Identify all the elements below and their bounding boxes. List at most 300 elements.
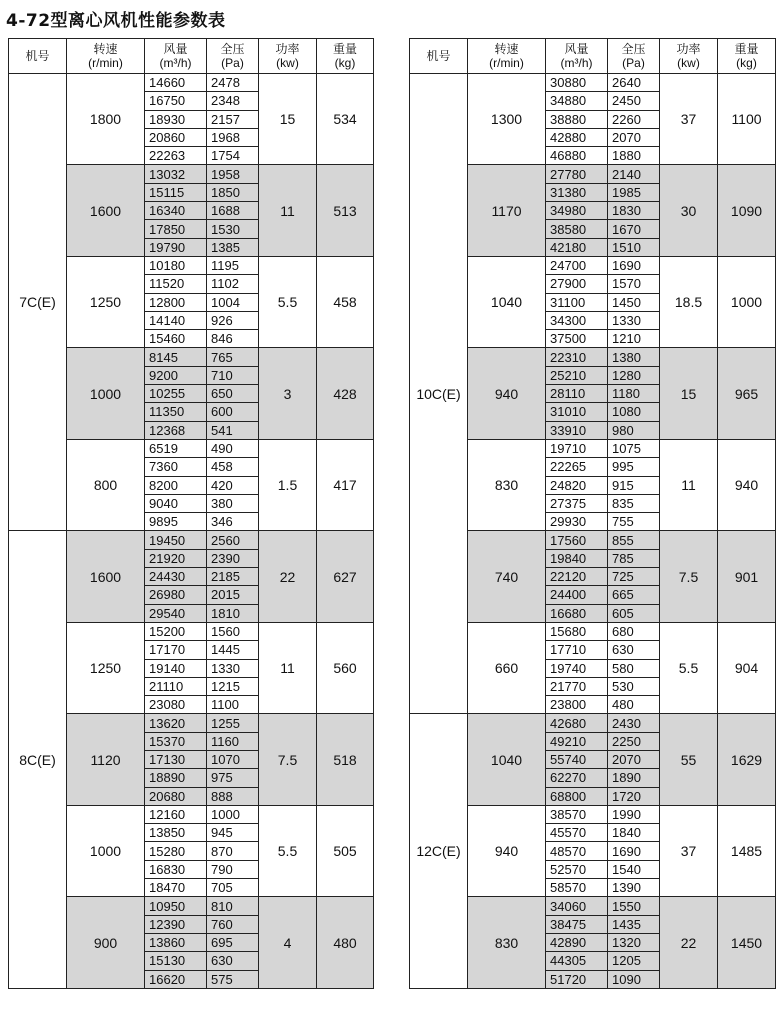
flow-cell: 15115 xyxy=(145,183,207,201)
pressure-cell: 1330 xyxy=(608,311,660,329)
header-model xyxy=(9,39,67,74)
flow-cell: 21920 xyxy=(145,549,207,567)
pressure-cell: 1810 xyxy=(207,604,259,622)
speed-cell: 940 xyxy=(468,348,546,439)
flow-cell: 52570 xyxy=(546,860,608,878)
power-cell: 7.5 xyxy=(259,714,317,805)
pressure-cell: 926 xyxy=(207,311,259,329)
pressure-cell: 2260 xyxy=(608,110,660,128)
flow-cell: 34980 xyxy=(546,202,608,220)
flow-cell: 15130 xyxy=(145,952,207,970)
pressure-cell: 600 xyxy=(207,403,259,421)
speed-cell: 1120 xyxy=(67,714,145,805)
weight-cell: 904 xyxy=(718,622,776,713)
flow-cell: 27900 xyxy=(546,275,608,293)
pressure-cell: 2070 xyxy=(608,750,660,768)
pressure-cell: 1570 xyxy=(608,275,660,293)
header-label: 机号 xyxy=(426,49,451,63)
flow-cell: 26980 xyxy=(145,586,207,604)
pressure-cell: 1450 xyxy=(608,293,660,311)
speed-cell: 1600 xyxy=(67,531,145,622)
pressure-cell: 1100 xyxy=(207,696,259,714)
header-unit: (m³/h) xyxy=(159,56,192,70)
weight-cell: 560 xyxy=(317,622,374,713)
header-unit: (Pa) xyxy=(622,56,645,70)
flow-cell: 24700 xyxy=(546,256,608,274)
pressure-cell: 835 xyxy=(608,494,660,512)
pressure-cell: 1205 xyxy=(608,952,660,970)
pressure-cell: 680 xyxy=(608,622,660,640)
flow-cell: 6519 xyxy=(145,439,207,457)
flow-cell: 30880 xyxy=(546,74,608,92)
flow-cell: 10950 xyxy=(145,897,207,915)
weight-cell: 965 xyxy=(718,348,776,439)
pressure-cell: 705 xyxy=(207,879,259,897)
flow-cell: 16830 xyxy=(145,860,207,878)
flow-cell: 21770 xyxy=(546,677,608,695)
pressure-cell: 1070 xyxy=(207,750,259,768)
flow-cell: 44305 xyxy=(546,952,608,970)
pressure-cell: 995 xyxy=(608,458,660,476)
flow-cell: 19450 xyxy=(145,531,207,549)
pressure-cell: 1830 xyxy=(608,202,660,220)
pressure-cell: 2640 xyxy=(608,74,660,92)
speed-cell: 1170 xyxy=(468,165,546,256)
pressure-cell: 1754 xyxy=(207,147,259,165)
pressure-cell: 1075 xyxy=(608,439,660,457)
weight-cell: 513 xyxy=(317,165,374,256)
header-label: 重量 xyxy=(332,42,357,56)
table-row xyxy=(410,74,776,92)
pressure-cell: 650 xyxy=(207,385,259,403)
pressure-cell: 380 xyxy=(207,494,259,512)
pressure-cell: 1445 xyxy=(207,641,259,659)
flow-cell: 28110 xyxy=(546,385,608,403)
pressure-cell: 458 xyxy=(207,458,259,476)
table-header xyxy=(9,39,374,74)
flow-cell: 18930 xyxy=(145,110,207,128)
speed-cell: 800 xyxy=(67,439,145,530)
flow-cell: 15280 xyxy=(145,842,207,860)
pressure-cell: 2450 xyxy=(608,92,660,110)
header-power xyxy=(259,39,317,74)
flow-cell: 33910 xyxy=(546,421,608,439)
pressure-cell: 980 xyxy=(608,421,660,439)
pressure-cell: 1510 xyxy=(608,238,660,256)
flow-cell: 17130 xyxy=(145,750,207,768)
pressure-cell: 420 xyxy=(207,476,259,494)
flow-cell: 31010 xyxy=(546,403,608,421)
flow-cell: 19140 xyxy=(145,659,207,677)
flow-cell: 17710 xyxy=(546,641,608,659)
pressure-cell: 2430 xyxy=(608,714,660,732)
pressure-cell: 2185 xyxy=(207,568,259,586)
pressure-cell: 810 xyxy=(207,897,259,915)
power-cell: 15 xyxy=(660,348,718,439)
power-cell: 11 xyxy=(259,165,317,256)
flow-cell: 68800 xyxy=(546,787,608,805)
header-speed xyxy=(468,39,546,74)
flow-cell: 12368 xyxy=(145,421,207,439)
flow-cell: 19740 xyxy=(546,659,608,677)
speed-cell: 1250 xyxy=(67,622,145,713)
weight-cell: 1100 xyxy=(718,74,776,165)
pressure-cell: 1385 xyxy=(207,238,259,256)
flow-cell: 34880 xyxy=(546,92,608,110)
flow-cell: 22120 xyxy=(546,568,608,586)
header-unit: (r/min) xyxy=(88,56,123,70)
speed-cell: 1300 xyxy=(468,74,546,165)
flow-cell: 38880 xyxy=(546,110,608,128)
flow-cell: 51720 xyxy=(546,970,608,988)
power-cell: 1.5 xyxy=(259,439,317,530)
flow-cell: 38580 xyxy=(546,220,608,238)
weight-cell: 1629 xyxy=(718,714,776,805)
pressure-cell: 1880 xyxy=(608,147,660,165)
power-cell: 5.5 xyxy=(259,256,317,347)
flow-cell: 58570 xyxy=(546,879,608,897)
power-cell: 22 xyxy=(660,897,718,988)
pressure-cell: 541 xyxy=(207,421,259,439)
pressure-cell: 1380 xyxy=(608,348,660,366)
pressure-cell: 725 xyxy=(608,568,660,586)
header-label: 转速 xyxy=(494,42,519,56)
pressure-cell: 2478 xyxy=(207,74,259,92)
pressure-cell: 1004 xyxy=(207,293,259,311)
pressure-cell: 1102 xyxy=(207,275,259,293)
power-cell: 7.5 xyxy=(660,531,718,622)
weight-cell: 417 xyxy=(317,439,374,530)
pressure-cell: 1968 xyxy=(207,128,259,146)
header-unit: (kw) xyxy=(276,56,299,70)
flow-cell: 13860 xyxy=(145,933,207,951)
flow-cell: 13032 xyxy=(145,165,207,183)
flow-cell: 22263 xyxy=(145,147,207,165)
power-cell: 4 xyxy=(259,897,317,988)
header-label: 全压 xyxy=(220,42,245,56)
pressure-cell: 1840 xyxy=(608,824,660,842)
weight-cell: 534 xyxy=(317,74,374,165)
flow-cell: 25210 xyxy=(546,366,608,384)
table-row xyxy=(9,531,374,549)
flow-cell: 17560 xyxy=(546,531,608,549)
speed-cell: 1000 xyxy=(67,348,145,439)
header-label: 功率 xyxy=(275,42,300,56)
pressure-cell: 346 xyxy=(207,513,259,531)
performance-table-right xyxy=(409,38,776,989)
pressure-cell: 480 xyxy=(608,696,660,714)
pressure-cell: 2390 xyxy=(207,549,259,567)
model-cell: 8C(E) xyxy=(9,531,67,988)
pressure-cell: 1435 xyxy=(608,915,660,933)
pressure-cell: 1000 xyxy=(207,805,259,823)
pressure-cell: 1210 xyxy=(608,330,660,348)
flow-cell: 38475 xyxy=(546,915,608,933)
speed-cell: 1040 xyxy=(468,714,546,805)
flow-cell: 42890 xyxy=(546,933,608,951)
weight-cell: 940 xyxy=(718,439,776,530)
header-weight xyxy=(718,39,776,74)
pressure-cell: 1255 xyxy=(207,714,259,732)
header-unit: (m³/h) xyxy=(560,56,593,70)
header-flow xyxy=(145,39,207,74)
flow-cell: 29930 xyxy=(546,513,608,531)
speed-cell: 940 xyxy=(468,805,546,896)
header-pressure xyxy=(207,39,259,74)
pressure-cell: 888 xyxy=(207,787,259,805)
speed-cell: 740 xyxy=(468,531,546,622)
model-cell: 7C(E) xyxy=(9,74,67,531)
pressure-cell: 1560 xyxy=(207,622,259,640)
speed-cell: 1600 xyxy=(67,165,145,256)
flow-cell: 37500 xyxy=(546,330,608,348)
flow-cell: 16750 xyxy=(145,92,207,110)
header-unit: (kg) xyxy=(736,56,757,70)
power-cell: 5.5 xyxy=(660,622,718,713)
pressure-cell: 695 xyxy=(207,933,259,951)
flow-cell: 31380 xyxy=(546,183,608,201)
pressure-cell: 2015 xyxy=(207,586,259,604)
pressure-cell: 1985 xyxy=(608,183,660,201)
power-cell: 11 xyxy=(660,439,718,530)
header-speed xyxy=(67,39,145,74)
flow-cell: 11350 xyxy=(145,403,207,421)
flow-cell: 18470 xyxy=(145,879,207,897)
pressure-cell: 490 xyxy=(207,439,259,457)
pressure-cell: 1850 xyxy=(207,183,259,201)
flow-cell: 7360 xyxy=(145,458,207,476)
header-label: 全压 xyxy=(621,42,646,56)
weight-cell: 428 xyxy=(317,348,374,439)
header-unit: (r/min) xyxy=(489,56,524,70)
pressure-cell: 630 xyxy=(207,952,259,970)
flow-cell: 12160 xyxy=(145,805,207,823)
header-weight xyxy=(317,39,374,74)
speed-cell: 830 xyxy=(468,439,546,530)
header-label: 重量 xyxy=(734,42,759,56)
weight-cell: 1090 xyxy=(718,165,776,256)
power-cell: 18.5 xyxy=(660,256,718,347)
pressure-cell: 755 xyxy=(608,513,660,531)
weight-cell: 1450 xyxy=(718,897,776,988)
weight-cell: 518 xyxy=(317,714,374,805)
pressure-cell: 1080 xyxy=(608,403,660,421)
flow-cell: 20680 xyxy=(145,787,207,805)
pressure-cell: 790 xyxy=(207,860,259,878)
flow-cell: 23800 xyxy=(546,696,608,714)
pressure-cell: 1540 xyxy=(608,860,660,878)
flow-cell: 22310 xyxy=(546,348,608,366)
flow-cell: 9200 xyxy=(145,366,207,384)
pressure-cell: 2157 xyxy=(207,110,259,128)
page-title: 4-72型离心风机性能参数表 xyxy=(6,11,226,31)
flow-cell: 46880 xyxy=(546,147,608,165)
flow-cell: 34060 xyxy=(546,897,608,915)
flow-cell: 12390 xyxy=(145,915,207,933)
power-cell: 11 xyxy=(259,622,317,713)
header-label: 风量 xyxy=(163,42,188,56)
power-cell: 5.5 xyxy=(259,805,317,896)
pressure-cell: 2140 xyxy=(608,165,660,183)
pressure-cell: 1390 xyxy=(608,879,660,897)
table-header xyxy=(410,39,776,74)
pressure-cell: 785 xyxy=(608,549,660,567)
speed-cell: 900 xyxy=(67,897,145,988)
pressure-cell: 975 xyxy=(207,769,259,787)
pressure-cell: 710 xyxy=(207,366,259,384)
power-cell: 37 xyxy=(660,805,718,896)
flow-cell: 19710 xyxy=(546,439,608,457)
header-model xyxy=(410,39,468,74)
header-power xyxy=(660,39,718,74)
pressure-cell: 1958 xyxy=(207,165,259,183)
pressure-cell: 1215 xyxy=(207,677,259,695)
pressure-cell: 1690 xyxy=(608,842,660,860)
pressure-cell: 2070 xyxy=(608,128,660,146)
weight-cell: 1485 xyxy=(718,805,776,896)
flow-cell: 38570 xyxy=(546,805,608,823)
pressure-cell: 2560 xyxy=(207,531,259,549)
pressure-cell: 2348 xyxy=(207,92,259,110)
flow-cell: 17850 xyxy=(145,220,207,238)
flow-cell: 17170 xyxy=(145,641,207,659)
header-pressure xyxy=(608,39,660,74)
flow-cell: 21110 xyxy=(145,677,207,695)
pressure-cell: 1990 xyxy=(608,805,660,823)
flow-cell: 9895 xyxy=(145,513,207,531)
pressure-cell: 760 xyxy=(207,915,259,933)
weight-cell: 505 xyxy=(317,805,374,896)
pressure-cell: 1195 xyxy=(207,256,259,274)
table-row xyxy=(9,74,374,92)
flow-cell: 9040 xyxy=(145,494,207,512)
weight-cell: 480 xyxy=(317,897,374,988)
header-unit: (kw) xyxy=(677,56,700,70)
flow-cell: 15460 xyxy=(145,330,207,348)
pressure-cell: 1160 xyxy=(207,732,259,750)
weight-cell: 901 xyxy=(718,531,776,622)
pressure-cell: 855 xyxy=(608,531,660,549)
pressure-cell: 765 xyxy=(207,348,259,366)
power-cell: 55 xyxy=(660,714,718,805)
flow-cell: 16620 xyxy=(145,970,207,988)
flow-cell: 45570 xyxy=(546,824,608,842)
header-label: 风量 xyxy=(564,42,589,56)
header-unit: (Pa) xyxy=(221,56,244,70)
power-cell: 37 xyxy=(660,74,718,165)
speed-cell: 660 xyxy=(468,622,546,713)
header-label: 功率 xyxy=(676,42,701,56)
header-flow xyxy=(546,39,608,74)
pressure-cell: 1690 xyxy=(608,256,660,274)
flow-cell: 15200 xyxy=(145,622,207,640)
flow-cell: 14140 xyxy=(145,311,207,329)
pressure-cell: 945 xyxy=(207,824,259,842)
model-cell: 10C(E) xyxy=(410,74,468,714)
flow-cell: 42180 xyxy=(546,238,608,256)
pressure-cell: 1670 xyxy=(608,220,660,238)
flow-cell: 22265 xyxy=(546,458,608,476)
flow-cell: 31100 xyxy=(546,293,608,311)
pressure-cell: 2250 xyxy=(608,732,660,750)
pressure-cell: 1550 xyxy=(608,897,660,915)
flow-cell: 49210 xyxy=(546,732,608,750)
flow-cell: 27780 xyxy=(546,165,608,183)
pressure-cell: 630 xyxy=(608,641,660,659)
flow-cell: 10180 xyxy=(145,256,207,274)
flow-cell: 16680 xyxy=(546,604,608,622)
flow-cell: 8200 xyxy=(145,476,207,494)
power-cell: 22 xyxy=(259,531,317,622)
pressure-cell: 1720 xyxy=(608,787,660,805)
flow-cell: 62270 xyxy=(546,769,608,787)
flow-cell: 34300 xyxy=(546,311,608,329)
pressure-cell: 605 xyxy=(608,604,660,622)
power-cell: 3 xyxy=(259,348,317,439)
power-cell: 15 xyxy=(259,74,317,165)
flow-cell: 15680 xyxy=(546,622,608,640)
speed-cell: 1000 xyxy=(67,805,145,896)
pressure-cell: 1180 xyxy=(608,385,660,403)
header-label: 机号 xyxy=(25,49,50,63)
flow-cell: 16340 xyxy=(145,202,207,220)
pressure-cell: 530 xyxy=(608,677,660,695)
flow-cell: 24430 xyxy=(145,568,207,586)
flow-cell: 14660 xyxy=(145,74,207,92)
weight-cell: 627 xyxy=(317,531,374,622)
pressure-cell: 870 xyxy=(207,842,259,860)
flow-cell: 42880 xyxy=(546,128,608,146)
table-row xyxy=(410,714,776,732)
pressure-cell: 846 xyxy=(207,330,259,348)
flow-cell: 24820 xyxy=(546,476,608,494)
header-label: 转速 xyxy=(93,42,118,56)
pressure-cell: 575 xyxy=(207,970,259,988)
speed-cell: 1040 xyxy=(468,256,546,347)
flow-cell: 29540 xyxy=(145,604,207,622)
flow-cell: 23080 xyxy=(145,696,207,714)
flow-cell: 42680 xyxy=(546,714,608,732)
pressure-cell: 1280 xyxy=(608,366,660,384)
flow-cell: 15370 xyxy=(145,732,207,750)
weight-cell: 458 xyxy=(317,256,374,347)
flow-cell: 12800 xyxy=(145,293,207,311)
flow-cell: 20860 xyxy=(145,128,207,146)
power-cell: 30 xyxy=(660,165,718,256)
pressure-cell: 1530 xyxy=(207,220,259,238)
flow-cell: 27375 xyxy=(546,494,608,512)
pressure-cell: 1090 xyxy=(608,970,660,988)
flow-cell: 13850 xyxy=(145,824,207,842)
flow-cell: 8145 xyxy=(145,348,207,366)
speed-cell: 1800 xyxy=(67,74,145,165)
flow-cell: 13620 xyxy=(145,714,207,732)
pressure-cell: 1890 xyxy=(608,769,660,787)
header-unit: (kg) xyxy=(334,56,356,70)
performance-table-left xyxy=(8,38,374,989)
flow-cell: 19840 xyxy=(546,549,608,567)
flow-cell: 55740 xyxy=(546,750,608,768)
pressure-cell: 1320 xyxy=(608,933,660,951)
model-cell: 12C(E) xyxy=(410,714,468,988)
flow-cell: 11520 xyxy=(145,275,207,293)
flow-cell: 10255 xyxy=(145,385,207,403)
weight-cell: 1000 xyxy=(718,256,776,347)
speed-cell: 1250 xyxy=(67,256,145,347)
pressure-cell: 580 xyxy=(608,659,660,677)
pressure-cell: 665 xyxy=(608,586,660,604)
flow-cell: 19790 xyxy=(145,238,207,256)
